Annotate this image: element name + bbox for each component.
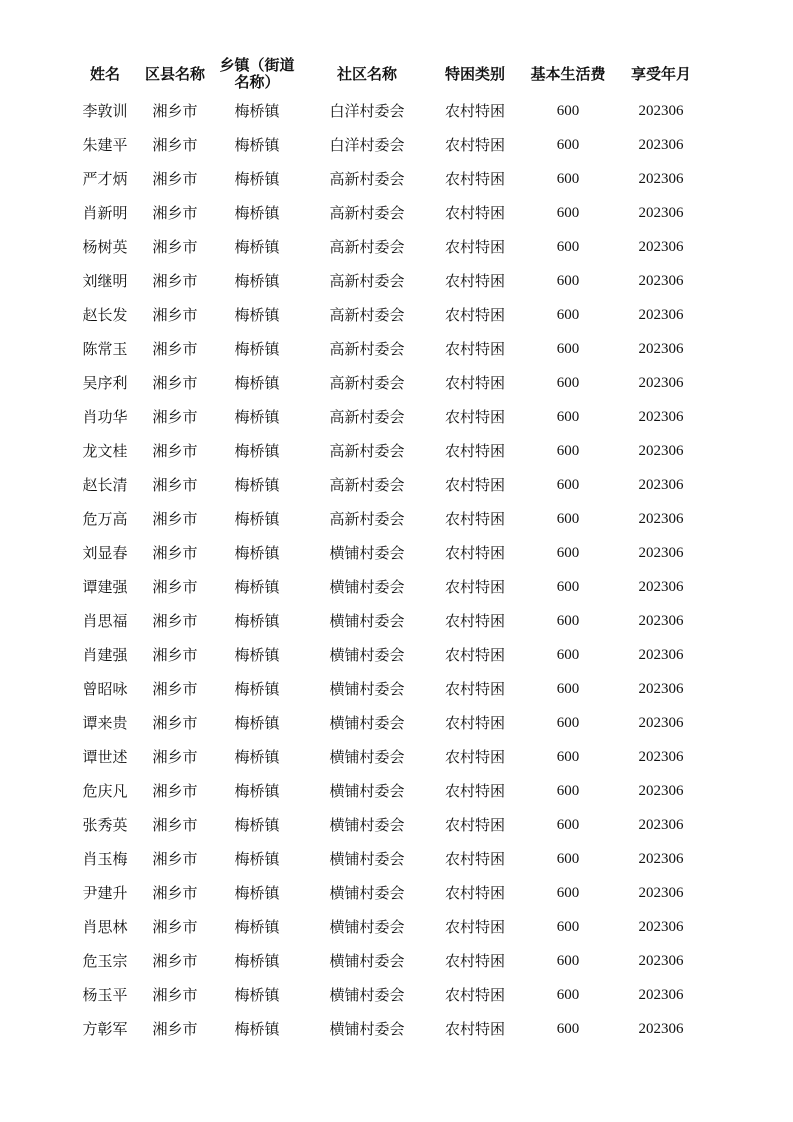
cell-town: 梅桥镇: [234, 782, 280, 800]
cell-town: 梅桥镇: [234, 1020, 280, 1038]
cell-community: 横铺村委会: [329, 1020, 405, 1038]
cell-community: 高新村委会: [329, 306, 405, 324]
cell-town: 梅桥镇: [234, 340, 280, 358]
cell-town: 梅桥镇: [234, 884, 280, 902]
cell-community: 横铺村委会: [329, 612, 405, 630]
cell-county: 湘乡市: [152, 306, 198, 324]
cell-allowance: 600: [556, 545, 580, 561]
cell-community: 横铺村委会: [329, 850, 405, 868]
cell-name: 杨树英: [82, 238, 128, 256]
cell-category: 农村特困: [444, 272, 505, 290]
cell-name: 龙文桂: [82, 442, 128, 460]
cell-community: 横铺村委会: [329, 782, 405, 800]
cell-allowance: 600: [556, 443, 580, 459]
cell-community: 横铺村委会: [329, 816, 405, 834]
roster-table: [75, 54, 701, 1046]
cell-allowance: 600: [556, 749, 580, 765]
cell-town: 梅桥镇: [234, 918, 280, 936]
cell-name: 肖新明: [82, 204, 128, 222]
cell-month: 202306: [638, 817, 684, 833]
cell-category: 农村特困: [444, 646, 505, 664]
table-row: [75, 740, 701, 774]
cell-allowance: 600: [556, 205, 580, 221]
cell-town: 梅桥镇: [234, 170, 280, 188]
cell-category: 农村特困: [444, 340, 505, 358]
header-county: 区县名称: [144, 64, 205, 83]
cell-name: 李敦训: [82, 102, 128, 120]
cell-allowance: 600: [556, 885, 580, 901]
table-row: [75, 1012, 701, 1046]
cell-category: 农村特困: [444, 714, 505, 732]
cell-category: 农村特困: [444, 408, 505, 426]
cell-month: 202306: [638, 987, 684, 1003]
cell-community: 横铺村委会: [329, 986, 405, 1004]
cell-month: 202306: [638, 579, 684, 595]
cell-name: 肖建强: [82, 646, 128, 664]
cell-town: 梅桥镇: [234, 816, 280, 834]
cell-county: 湘乡市: [152, 782, 198, 800]
table-row: [75, 774, 701, 808]
cell-county: 湘乡市: [152, 408, 198, 426]
cell-county: 湘乡市: [152, 714, 198, 732]
cell-allowance: 600: [556, 647, 580, 663]
cell-category: 农村特困: [444, 952, 505, 970]
cell-community: 高新村委会: [329, 340, 405, 358]
table-row: [75, 808, 701, 842]
cell-community: 高新村委会: [329, 238, 405, 256]
cell-allowance: 600: [556, 987, 580, 1003]
table-row: [75, 876, 701, 910]
cell-month: 202306: [638, 919, 684, 935]
cell-month: 202306: [638, 885, 684, 901]
table-row: [75, 944, 701, 978]
cell-month: 202306: [638, 647, 684, 663]
cell-allowance: 600: [556, 953, 580, 969]
table-row: [75, 604, 701, 638]
table-body: [75, 94, 701, 1046]
cell-month: 202306: [638, 511, 684, 527]
cell-allowance: 600: [556, 103, 580, 119]
cell-town: 梅桥镇: [234, 136, 280, 154]
cell-county: 湘乡市: [152, 850, 198, 868]
cell-month: 202306: [638, 137, 684, 153]
cell-community: 高新村委会: [329, 510, 405, 528]
cell-month: 202306: [638, 715, 684, 731]
cell-month: 202306: [638, 171, 684, 187]
table-row: [75, 264, 701, 298]
table-row: [75, 94, 701, 128]
cell-allowance: 600: [556, 273, 580, 289]
cell-county: 湘乡市: [152, 816, 198, 834]
cell-name: 刘继明: [82, 272, 128, 290]
cell-allowance: 600: [556, 851, 580, 867]
cell-month: 202306: [638, 477, 684, 493]
table-row: [75, 706, 701, 740]
cell-name: 危庆凡: [82, 782, 128, 800]
table-row: [75, 196, 701, 230]
cell-community: 高新村委会: [329, 442, 405, 460]
header-town-line2: 名称）: [234, 73, 280, 91]
cell-category: 农村特困: [444, 544, 505, 562]
cell-name: 严才炳: [82, 170, 128, 188]
cell-county: 湘乡市: [152, 986, 198, 1004]
cell-town: 梅桥镇: [234, 646, 280, 664]
cell-allowance: 600: [556, 239, 580, 255]
cell-allowance: 600: [556, 1021, 580, 1037]
cell-county: 湘乡市: [152, 102, 198, 120]
header-month: 享受年月: [630, 64, 691, 83]
header-town-line1: 乡镇（街道: [219, 56, 295, 74]
cell-category: 农村特困: [444, 510, 505, 528]
cell-county: 湘乡市: [152, 136, 198, 154]
cell-county: 湘乡市: [152, 442, 198, 460]
cell-county: 湘乡市: [152, 884, 198, 902]
cell-name: 谭来贵: [82, 714, 128, 732]
cell-name: 曾昭咏: [82, 680, 128, 698]
cell-category: 农村特困: [444, 238, 505, 256]
cell-town: 梅桥镇: [234, 238, 280, 256]
table-row: [75, 672, 701, 706]
cell-community: 横铺村委会: [329, 646, 405, 664]
cell-allowance: 600: [556, 375, 580, 391]
cell-month: 202306: [638, 205, 684, 221]
cell-name: 危玉宗: [82, 952, 128, 970]
cell-month: 202306: [638, 783, 684, 799]
cell-category: 农村特困: [444, 306, 505, 324]
cell-month: 202306: [638, 273, 684, 289]
cell-community: 横铺村委会: [329, 952, 405, 970]
cell-community: 白洋村委会: [329, 102, 405, 120]
header-community: 社区名称: [336, 64, 397, 83]
cell-month: 202306: [638, 375, 684, 391]
cell-county: 湘乡市: [152, 680, 198, 698]
cell-community: 横铺村委会: [329, 578, 405, 596]
cell-category: 农村特困: [444, 816, 505, 834]
cell-town: 梅桥镇: [234, 544, 280, 562]
cell-category: 农村特困: [444, 918, 505, 936]
cell-town: 梅桥镇: [234, 986, 280, 1004]
cell-county: 湘乡市: [152, 748, 198, 766]
cell-county: 湘乡市: [152, 238, 198, 256]
table-row: [75, 434, 701, 468]
cell-county: 湘乡市: [152, 170, 198, 188]
cell-category: 农村特困: [444, 136, 505, 154]
cell-county: 湘乡市: [152, 374, 198, 392]
cell-month: 202306: [638, 443, 684, 459]
cell-name: 杨玉平: [82, 986, 128, 1004]
cell-category: 农村特困: [444, 986, 505, 1004]
cell-community: 高新村委会: [329, 204, 405, 222]
table-row: [75, 502, 701, 536]
cell-county: 湘乡市: [152, 272, 198, 290]
cell-allowance: 600: [556, 613, 580, 629]
cell-category: 农村特困: [444, 374, 505, 392]
table-row: [75, 298, 701, 332]
cell-allowance: 600: [556, 919, 580, 935]
cell-month: 202306: [638, 103, 684, 119]
table-row: [75, 162, 701, 196]
cell-community: 横铺村委会: [329, 748, 405, 766]
cell-county: 湘乡市: [152, 952, 198, 970]
cell-town: 梅桥镇: [234, 510, 280, 528]
cell-allowance: 600: [556, 783, 580, 799]
cell-county: 湘乡市: [152, 918, 198, 936]
cell-county: 湘乡市: [152, 510, 198, 528]
cell-town: 梅桥镇: [234, 476, 280, 494]
cell-town: 梅桥镇: [234, 272, 280, 290]
cell-category: 农村特困: [444, 170, 505, 188]
cell-allowance: 600: [556, 715, 580, 731]
cell-allowance: 600: [556, 477, 580, 493]
table-row: [75, 366, 701, 400]
cell-month: 202306: [638, 613, 684, 629]
cell-community: 横铺村委会: [329, 544, 405, 562]
cell-allowance: 600: [556, 817, 580, 833]
table-row: [75, 842, 701, 876]
header-town: [215, 54, 299, 94]
cell-month: 202306: [638, 341, 684, 357]
table-row: [75, 400, 701, 434]
cell-name: 陈常玉: [82, 340, 128, 358]
cell-allowance: 600: [556, 171, 580, 187]
cell-allowance: 600: [556, 511, 580, 527]
cell-town: 梅桥镇: [234, 714, 280, 732]
cell-category: 农村特困: [444, 476, 505, 494]
cell-community: 高新村委会: [329, 476, 405, 494]
cell-category: 农村特困: [444, 782, 505, 800]
table-row: [75, 536, 701, 570]
cell-community: 横铺村委会: [329, 714, 405, 732]
table-row: [75, 638, 701, 672]
cell-town: 梅桥镇: [234, 952, 280, 970]
cell-county: 湘乡市: [152, 612, 198, 630]
cell-community: 高新村委会: [329, 170, 405, 188]
cell-county: 湘乡市: [152, 204, 198, 222]
cell-category: 农村特困: [444, 442, 505, 460]
cell-town: 梅桥镇: [234, 612, 280, 630]
cell-category: 农村特困: [444, 612, 505, 630]
cell-category: 农村特困: [444, 850, 505, 868]
cell-name: 张秀英: [82, 816, 128, 834]
cell-name: 肖玉梅: [82, 850, 128, 868]
cell-allowance: 600: [556, 409, 580, 425]
cell-town: 梅桥镇: [234, 374, 280, 392]
cell-county: 湘乡市: [152, 544, 198, 562]
cell-name: 方彰军: [82, 1020, 128, 1038]
cell-county: 湘乡市: [152, 476, 198, 494]
table-row: [75, 128, 701, 162]
cell-town: 梅桥镇: [234, 102, 280, 120]
cell-community: 横铺村委会: [329, 680, 405, 698]
table-header: [75, 54, 701, 94]
cell-town: 梅桥镇: [234, 408, 280, 426]
cell-allowance: 600: [556, 307, 580, 323]
cell-county: 湘乡市: [152, 578, 198, 596]
cell-month: 202306: [638, 749, 684, 765]
cell-name: 朱建平: [82, 136, 128, 154]
cell-category: 农村特困: [444, 1020, 505, 1038]
cell-town: 梅桥镇: [234, 306, 280, 324]
cell-town: 梅桥镇: [234, 748, 280, 766]
cell-category: 农村特困: [444, 748, 505, 766]
cell-town: 梅桥镇: [234, 442, 280, 460]
header-category: 特困类别: [444, 64, 505, 83]
cell-allowance: 600: [556, 341, 580, 357]
cell-category: 农村特困: [444, 680, 505, 698]
cell-name: 肖思福: [82, 612, 128, 630]
cell-category: 农村特困: [444, 204, 505, 222]
header-allowance: 基本生活费: [530, 64, 606, 83]
cell-month: 202306: [638, 953, 684, 969]
cell-name: 谭世述: [82, 748, 128, 766]
cell-community: 高新村委会: [329, 272, 405, 290]
cell-month: 202306: [638, 409, 684, 425]
cell-category: 农村特困: [444, 884, 505, 902]
cell-town: 梅桥镇: [234, 680, 280, 698]
table-row: [75, 910, 701, 944]
cell-name: 危万高: [82, 510, 128, 528]
cell-town: 梅桥镇: [234, 578, 280, 596]
cell-community: 高新村委会: [329, 408, 405, 426]
table-row: [75, 468, 701, 502]
header-row: [75, 54, 701, 94]
cell-community: 白洋村委会: [329, 136, 405, 154]
cell-name: 谭建强: [82, 578, 128, 596]
cell-name: 肖思林: [82, 918, 128, 936]
cell-month: 202306: [638, 851, 684, 867]
cell-county: 湘乡市: [152, 1020, 198, 1038]
cell-community: 高新村委会: [329, 374, 405, 392]
cell-county: 湘乡市: [152, 340, 198, 358]
cell-community: 横铺村委会: [329, 884, 405, 902]
cell-category: 农村特困: [444, 578, 505, 596]
cell-name: 赵长清: [82, 476, 128, 494]
cell-allowance: 600: [556, 137, 580, 153]
cell-month: 202306: [638, 681, 684, 697]
header-name: 姓名: [89, 64, 120, 83]
table-row: [75, 978, 701, 1012]
cell-name: 肖功华: [82, 408, 128, 426]
cell-allowance: 600: [556, 579, 580, 595]
cell-name: 刘显春: [82, 544, 128, 562]
cell-name: 赵长发: [82, 306, 128, 324]
cell-town: 梅桥镇: [234, 850, 280, 868]
table-row: [75, 230, 701, 264]
table-row: [75, 332, 701, 366]
cell-month: 202306: [638, 545, 684, 561]
cell-name: 尹建升: [82, 884, 128, 902]
cell-month: 202306: [638, 1021, 684, 1037]
cell-month: 202306: [638, 239, 684, 255]
cell-allowance: 600: [556, 681, 580, 697]
cell-community: 横铺村委会: [329, 918, 405, 936]
cell-county: 湘乡市: [152, 646, 198, 664]
cell-name: 吴序利: [82, 374, 128, 392]
cell-town: 梅桥镇: [234, 204, 280, 222]
cell-month: 202306: [638, 307, 684, 323]
cell-category: 农村特困: [444, 102, 505, 120]
table-row: [75, 570, 701, 604]
